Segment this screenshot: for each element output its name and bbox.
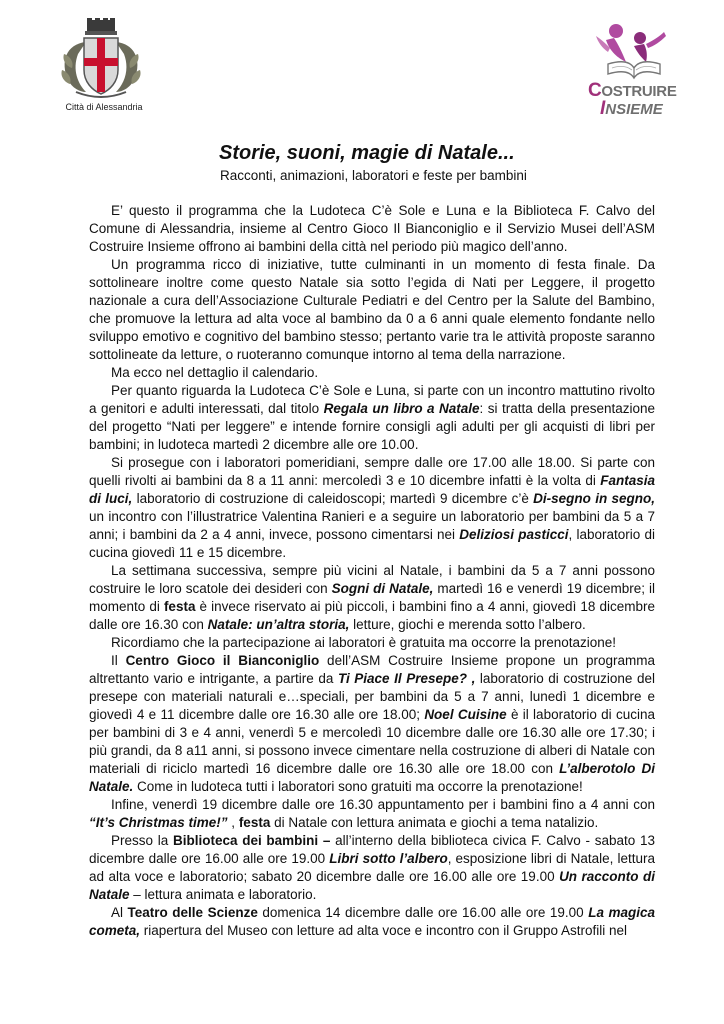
event-title: Deliziosi pasticci [459, 527, 569, 542]
event-title: Noel Cuisine [424, 707, 507, 722]
event-title: Fantasia di luci, [89, 473, 655, 506]
event-title: Regala un libro a Natale [323, 401, 480, 416]
paragraph-ludoteca: Per quanto riguarda la Ludoteca C’è Sole e Luna, si parte con un incontro mattutino rivolto a genitori e adulti interessati, dal titolo Regala un libro a Natale: si tratta della presentazione del progetto “Nati per leggere” e intende fornire consigli agli adulti per gli acquisti di libri per bambini; in ludoteca martedì 2 dicembre alle ore 10.00. [89, 383, 656, 452]
paragraph-reminder: Ricordiamo che la partecipazione ai laboratori è gratuita ma occorre la prenotazione! [111, 635, 617, 650]
brand-name-line1: COSTRUIRE [588, 80, 677, 101]
paragraph-program: Un programma ricco di iniziative, tutte culminanti in un momento di festa finale. Da sottolineare inoltre come questo Natale sia sotto l’egida di Nati per Leggere, il progetto nazionale a cura dell’Associazione Culturale Pediatri e del Centro per la Salute del Bambino, che promuove la lettura ad alta voce al bambino da 0 a 6 anni quale elemento fondante nello sviluppo emotivo e cognitivo del bambino stesso; pertanto varie tra le attività proposte saranno sottolineate da letture, o ruoteranno comunque intorno al tema della narrazione. [89, 257, 655, 362]
paragraph-bianconiglio: Il Centro Gioco il Bianconiglio dell’ASM Costruire Insieme propone un programma altrettanto vario e intrigante, a partire da Ti Piace Il Presepe? , laboratorio di costruzione del presepe con materiali naturali e…speciali, per bambini da 5 a 7 anni, lunedì 1 dicembre e giovedì 4 e 11 dicembre dalle ore 16.30 alle ore 18.00; Noel Cuisine è il laboratorio di cucina per bambini di 3 e 4 anni, venerdì 5 e mercoledì 10 dicembre dalle ore 16.30 alle ore 17.30; i più grandi, da 8 a11 anni, si possono invece cimentare nella costruzione di alberi di Natale con materiali di riciclo martedì 16 dicembre dalle ore 16.30 alle ore 18.00 con L’alberotolo Di Natale. Come in ludoteca tutti i laboratori sono gratuiti ma occorre la prenotazione! [89, 653, 656, 794]
bold-text: Centro Gioco il Bianconiglio [125, 653, 320, 668]
event-title: Un racconto di Natale [89, 869, 655, 902]
paragraph-laboratori: Si prosegue con i laboratori pomeridiani, sempre dalle ore 17.00 alle 18.00. Si parte con quelli rivolti ai bambini da 8 a 11 anni: mercoledì 3 e 10 dicembre infatti è la volta di Fantasia di luci, laboratorio di costruzione di caleidoscopi; martedì 9 dicembre c’è Di-segno in segno, un incontro con l’illustratrice Valentina Ranieri e a seguire un laboratorio per bambini da 5 a 7 anni; i bambini da 2 a 4 anni, invece, possono cimentarsi nei Deliziosi pasticci, laboratorio di cucina giovedì 11 e 15 dicembre. [89, 455, 656, 560]
event-title: Natale: un’altra storia, [207, 617, 350, 632]
city-crest-icon [56, 18, 146, 102]
paragraph-calendar: Ma ecco nel dettaglio il calendario. [111, 365, 319, 380]
bold-text: Biblioteca dei bambini – [172, 833, 331, 848]
bold-text: festa [163, 599, 196, 614]
document-title: Storie, suoni, magie di Natale... [219, 142, 515, 164]
reading-children-icon [588, 22, 678, 80]
paragraph-week: La settimana successiva, sempre più vicini al Natale, i bambini da 5 a 7 anni possono costruire le loro scatole dei desideri con Sogni di Natale, martedì 16 e venerdì 19 dicembre; il momento di festa è invece riservato ai più piccoli, i bambini fino a 4 anni, giovedì 18 dicembre dalle ore 16.30 con Natale: un’altra storia, letture, giochi e merenda sotto l’albero. [89, 563, 655, 632]
costruire-insieme-logo [584, 22, 684, 122]
paragraph-intro: E’ questo il programma che la Ludoteca C’è Sole e Luna e la Biblioteca F. Calvo del Comune di Alessandria, insieme al Centro Gioco Il Bianconiglio e il Servizio Musei dell’ASM Costruire Insieme offrono ai bambini della città nel periodo più magico dell’anno. [89, 203, 655, 254]
document-body [89, 202, 655, 940]
event-title: Sogni di Natale, [331, 581, 434, 596]
bold-text: festa [238, 815, 271, 830]
paragraph-finally: Infine, venerdì 19 dicembre dalle ore 16.30 appuntamento per i bambini fino a 4 anni con “It’s Christmas time!” , festa di Natale con lettura animata e giochi a tema natalizio. [89, 797, 655, 830]
city-logo-label: Città di Alessandria [65, 102, 143, 112]
document-subtitle: Racconti, animazioni, laboratori e feste per bambini [220, 168, 527, 183]
paragraph-biblioteca: Presso la Biblioteca dei bambini – all’interno della biblioteca civica F. Calvo - sabato 13 dicembre dalle ore 16.00 alle ore 19.00 Libri sotto l’albero, esposizione libri di Natale, lettura ad alta voce e laboratorio; sabato 20 dicembre dalle ore 16.00 alle ore 19.00 Un racconto di Natale – lettura animata e laboratorio. [89, 833, 656, 902]
event-title: Ti Piace Il Presepe? , [337, 671, 476, 686]
event-title: L’alberotolo Di Natale. [89, 761, 656, 794]
brand-name-line2: INSIEME [600, 98, 663, 119]
city-logo [56, 18, 146, 118]
event-title: Libri sotto l’albero [329, 851, 448, 866]
paragraph-teatro: Al Teatro delle Scienze domenica 14 dicembre dalle ore 16.00 alle ore 19.00 La magica cometa, riapertura del Museo con letture ad alta voce e incontro con il Gruppo Astrofili nel [89, 905, 655, 938]
event-title: La magica cometa, [89, 905, 655, 938]
event-title: “It’s Christmas time!” [89, 815, 228, 830]
event-title: Di-segno in segno, [533, 491, 655, 506]
bold-text: Teatro delle Scienze [127, 905, 258, 920]
